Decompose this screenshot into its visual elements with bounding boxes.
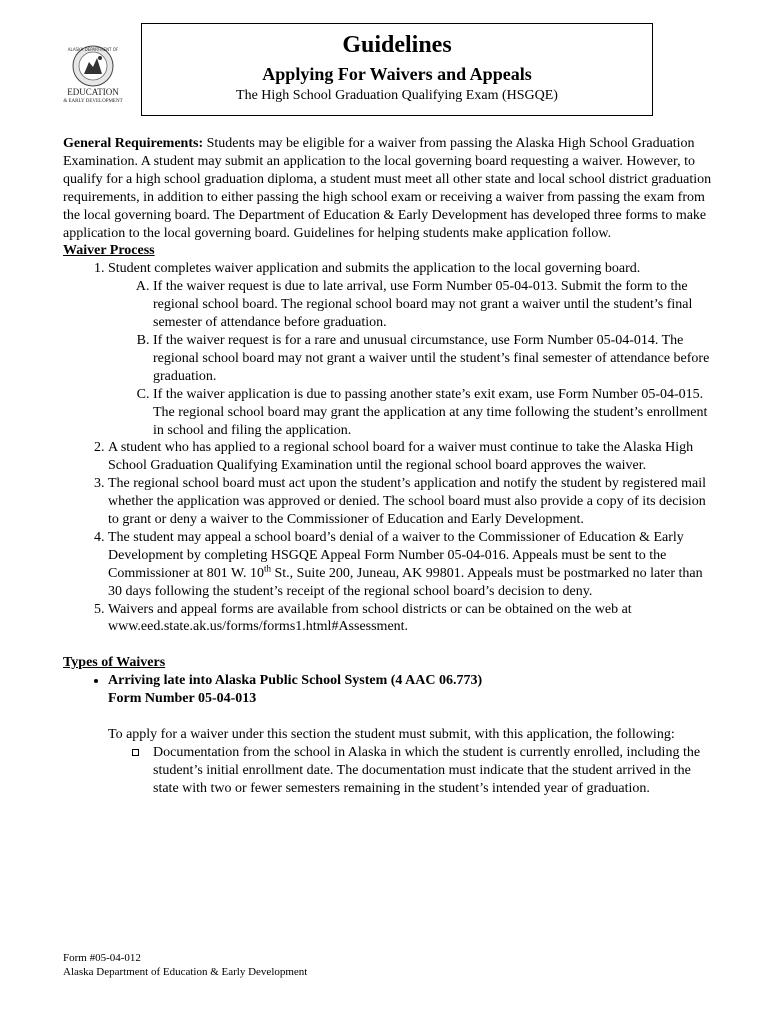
general-requirements xyxy=(63,135,713,242)
logo-text-education: EDUCATION xyxy=(67,87,119,97)
waiver-process-heading: Waiver Process xyxy=(63,243,155,259)
step-4-superscript: th xyxy=(263,563,271,574)
general-requirements-label: General Requirements: xyxy=(63,136,204,151)
step-1-sublist xyxy=(108,278,713,439)
footer-form-number: Form #05-04-012 xyxy=(63,952,141,964)
title-box xyxy=(141,23,653,116)
step-4-text-a: The student may appeal a school board’s denial of a waiver to the Commissioner of Education & Early Development by completing HSGQE Appeal Form Number 05-04-016. Appeals must be sent to the Commissioner at 801 W. 10 xyxy=(108,529,684,581)
list-item xyxy=(153,744,713,798)
types-of-waivers-heading: Types of Waivers xyxy=(63,655,166,671)
document-body xyxy=(63,135,713,798)
logo-text-early-development: & EARLY DEVELOPMENT xyxy=(63,99,123,104)
documentation-list xyxy=(108,744,713,798)
types-of-waivers-list xyxy=(63,672,713,797)
page-title: Guidelines xyxy=(342,32,452,58)
waiver-type-intro: To apply for a waiver under this section the student must submit, with this application, the following: xyxy=(108,727,675,743)
list-item: 3. The regional school board must act upon the student’s application and notify the student by registered mail whether the application was approved or denied. The school board must also provide a copy of its decision to grant or deny a waiver to the Commissioner of Education and Early Development. xyxy=(108,475,713,529)
list-item: A. If the waiver request is due to late arrival, use Form Number 05-04-013. Submit the form to the regional school board. The regional school board may not grant a waiver until the student’s final semester of attendance before graduation. xyxy=(153,278,713,332)
page-subtitle: Applying For Waivers and Appeals xyxy=(262,64,532,84)
footer-department: Alaska Department of Education & Early Development xyxy=(63,966,308,978)
step-1-text: Student completes waiver application and submits the application to the local governing board. xyxy=(108,261,641,277)
general-requirements-text: Students may be eligible for a waiver from passing the Alaska High School Graduation Examination. A student may submit an application to the local governing board requesting a waiver. However, to qualify for a high school graduation diploma, a student must meet all other state and local school district graduation requirements, in addition to either passing the high school exam or receiving a waiver from passing the exam from the local governing board. The Department of Education & Early Development has developed three forms to make application to the local governing board. Guidelines for helping students make application follow. xyxy=(63,136,712,241)
list-item xyxy=(108,260,713,439)
list-item: 5. Waivers and appeal forms are available from school districts or can be obtained on the web at www.eed.state.ak.us/forms/forms1.html#Assessment. xyxy=(108,601,713,637)
waiver-type-title: • Arriving late into Alaska Public School System (4 AAC 06.773) xyxy=(108,673,483,689)
documentation-text: Documentation from the school in Alaska in which the student is currently enrolled, including the student’s initial enrollment date. The documentation must indicate that the student arrived in the state with two or fewer semesters remaining in the student’s intended year of graduation. xyxy=(153,745,701,796)
footer xyxy=(63,951,307,979)
list-item: 2. A student who has applied to a regional school board for a waiver must continue to take the Alaska High School Graduation Qualifying Examination until the regional school board approves the waiver. xyxy=(108,439,713,475)
logo-ring-text: ALASKA DEPARTMENT OF xyxy=(67,47,119,52)
list-item xyxy=(108,529,713,601)
exam-name: The High School Graduation Qualifying Exam (HSGQE) xyxy=(236,88,558,103)
list-item xyxy=(108,672,713,797)
list-item: C. If the waiver application is due to passing another state’s exit exam, use Form Number 05-04-015. The regional school board may grant the application at any time following the student’s enrollment in school and filing the application. xyxy=(153,386,713,440)
waiver-type-form: Form Number 05-04-013 xyxy=(108,691,257,707)
list-item: B. If the waiver request is for a rare and unusual circumstance, use Form Number 05-04-014. The regional school board may not grant a waiver until the student’s final semester of attendance before graduation. xyxy=(153,332,713,386)
department-logo xyxy=(60,44,126,104)
waiver-process-list xyxy=(63,260,713,636)
step-4-text-b: St., Suite 200, Juneau, AK 99801. Appeals must be postmarked no later than 30 days following the student’s receipt of the regional school board’s decision to deny. xyxy=(108,565,703,599)
checkbox-icon xyxy=(132,749,139,756)
